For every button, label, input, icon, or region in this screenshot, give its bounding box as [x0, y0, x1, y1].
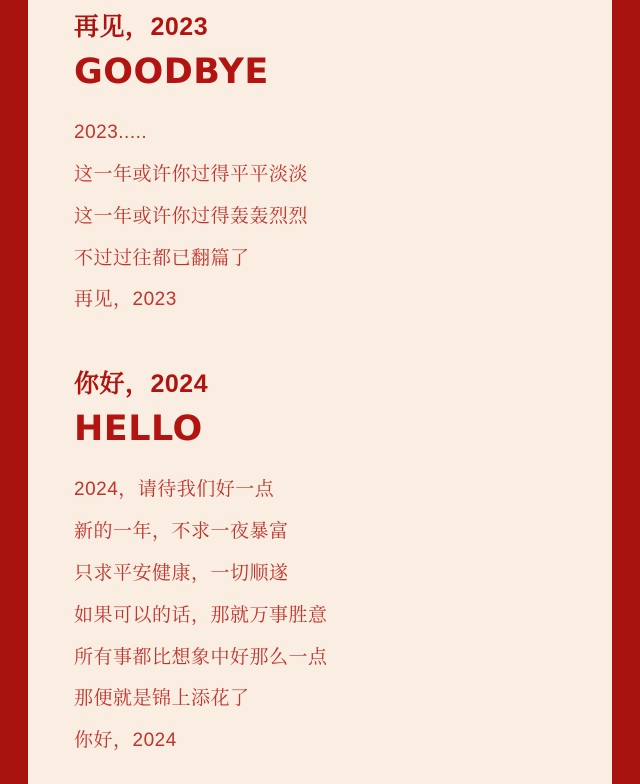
goodbye-line: 这一年或许你过得轰轰烈烈 — [74, 205, 309, 227]
hello-line: 新的一年，不求一夜暴富 — [74, 521, 289, 543]
right-decorative-bar — [612, 0, 640, 784]
goodbye-heading-en: GOODBYE — [74, 52, 269, 92]
hello-lines — [74, 469, 572, 762]
goodbye-lines — [74, 112, 572, 321]
goodbye-line: 再见，2023 — [74, 289, 177, 311]
hello-heading-cn: 你好，2024 — [74, 370, 209, 399]
hello-line: 2024，请待我们好一点 — [74, 479, 275, 501]
goodbye-heading-cn: 再见，2023 — [74, 13, 209, 41]
hello-line: 只求平安健康，一切顺遂 — [74, 563, 289, 585]
hello-line: 那便就是锦上添花了 — [74, 688, 250, 710]
goodbye-line: 这一年或许你过得平平淡淡 — [74, 164, 309, 186]
hello-line: 如果可以的话，那就万事胜意 — [74, 604, 328, 626]
hello-line: 你好，2024 — [74, 730, 177, 752]
goodbye-line: 2023..... — [74, 122, 148, 144]
card-content — [28, 0, 612, 784]
left-decorative-bar — [0, 0, 28, 784]
section-goodbye-2023 — [74, 12, 572, 321]
section-hello-2024 — [74, 369, 572, 762]
goodbye-line: 不过过往都已翻篇了 — [74, 247, 250, 269]
hello-line: 所有事都比想象中好那么一点 — [74, 646, 328, 668]
hello-heading-en: HELLO — [74, 409, 203, 450]
